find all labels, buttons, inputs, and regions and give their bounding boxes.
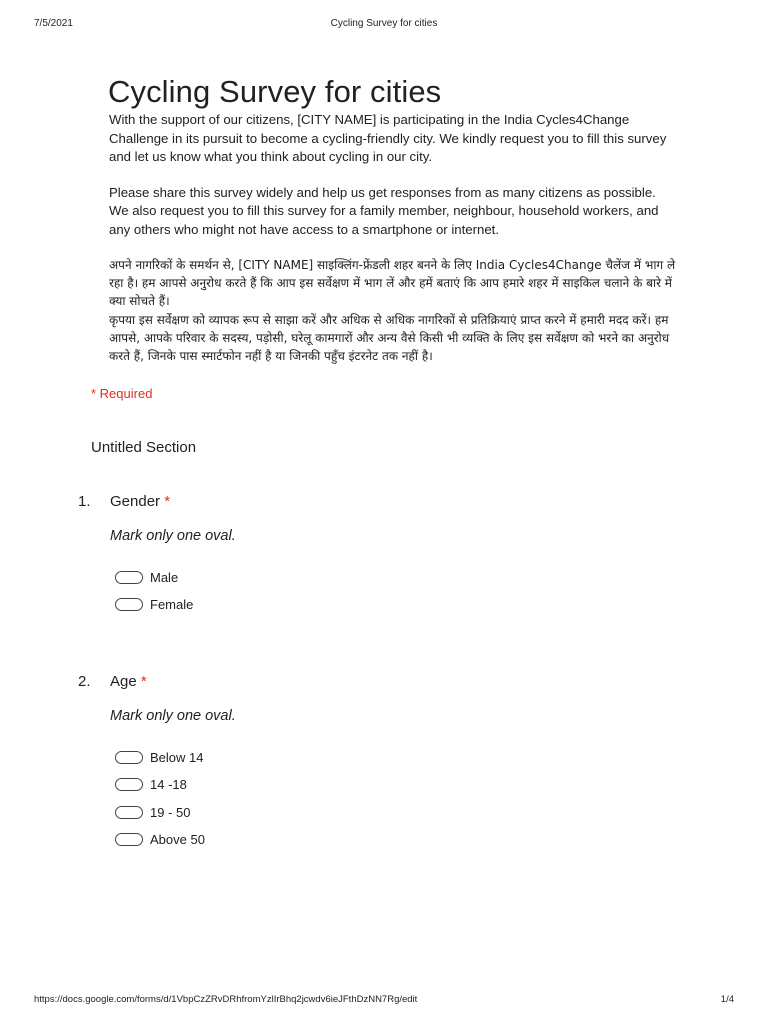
- option-list: [115, 744, 205, 853]
- description-paragraph-english-1: With the support of our citizens, [CITY NAME] is participating in the India Cycles4Change Challenge in its pursuit to become a cycling-friendly city. We kindly request you to fill this survey and let us know what you think about cycling in our city.: [109, 112, 667, 164]
- description-paragraph-english-2: Please share this survey widely and help us get responses from as many citizens as possible. We also request you to fill this survey for a family member, neighbour, household workers, and any others who might not have access to a smartphone or internet.: [109, 184, 659, 237]
- question-instruction: Mark only one oval.: [110, 708, 236, 724]
- required-asterisk: *: [164, 493, 171, 510]
- page-url: https://docs.google.com/forms/d/1VbpCzZRvDRhfromYzlIrBhq2jcwdv6ieJFthDzNN7Rg/edit: [34, 994, 418, 1005]
- option-list: [115, 564, 193, 619]
- option-19-50[interactable]: [115, 799, 205, 826]
- option-label: 14 -18: [150, 777, 187, 793]
- radio-oval[interactable]: [115, 751, 143, 764]
- page-number: 1/4: [720, 994, 734, 1005]
- option-above-50[interactable]: [115, 826, 205, 853]
- option-label: 19 - 50: [150, 804, 191, 820]
- option-female[interactable]: [115, 591, 193, 618]
- radio-oval[interactable]: [115, 806, 143, 819]
- option-label: Below 14: [150, 750, 204, 766]
- radio-oval[interactable]: [115, 598, 143, 611]
- radio-oval[interactable]: [115, 833, 143, 846]
- option-below-14[interactable]: [115, 744, 205, 771]
- option-14-18[interactable]: [115, 771, 205, 798]
- form-description: [109, 111, 679, 365]
- option-male[interactable]: [115, 564, 193, 591]
- option-label: Male: [150, 570, 179, 586]
- question-number: 2.: [78, 673, 91, 690]
- question-title-text: Gender: [110, 493, 161, 510]
- option-label: Female: [150, 597, 194, 613]
- required-asterisk: *: [140, 673, 147, 690]
- question-title: [110, 493, 170, 510]
- print-footer: [34, 994, 734, 1008]
- print-date: 7/5/2021: [34, 18, 73, 29]
- required-note: * Required: [91, 386, 153, 401]
- section-title: Untitled Section: [91, 439, 197, 456]
- form-title: Cycling Survey for cities: [108, 74, 442, 109]
- description-paragraph-hindi-1: अपने नागरिकों के समर्थन से, [CITY NAME] साइक्लिंग-फ्रेंडली शहर बनने के लिए India Cycles4Change चैलेंज में भाग ले रहा है। हम आपसे अनुरोध करते हैं कि आप इस सर्वेक्षण में भाग लें और हमें बताएं कि आप हमारे शहर में साइकिल चलाने के बारे में क्या सोचते हैं।: [109, 258, 676, 309]
- question-title-text: Age: [110, 673, 137, 690]
- description-paragraph-hindi-2: कृपया इस सर्वेक्षण को व्यापक रूप से साझा करें और अधिक से अधिक नागरिकों से प्रतिक्रियाएं प्राप्त करने में हमारी मदद करें। हम आपसे, आपके परिवार के सदस्य, पड़ोसी, घरेलू कामगारों और अन्य वैसे किसी भी व्यक्ति के लिए इस सर्वेक्षण को भरने का अनुरोध करते हैं, जिनके पास स्मार्टफोन नहीं है या जिनकी पहुँच इंटरनेट तक नहीं है।: [109, 312, 670, 364]
- question-instruction: Mark only one oval.: [110, 528, 236, 544]
- radio-oval[interactable]: [115, 571, 143, 584]
- question-title: [110, 673, 147, 690]
- radio-oval[interactable]: [115, 778, 143, 791]
- print-title: Cycling Survey for cities: [330, 18, 438, 29]
- print-header: [34, 18, 734, 32]
- question-number: 1.: [78, 493, 91, 510]
- option-label: Above 50: [150, 832, 205, 848]
